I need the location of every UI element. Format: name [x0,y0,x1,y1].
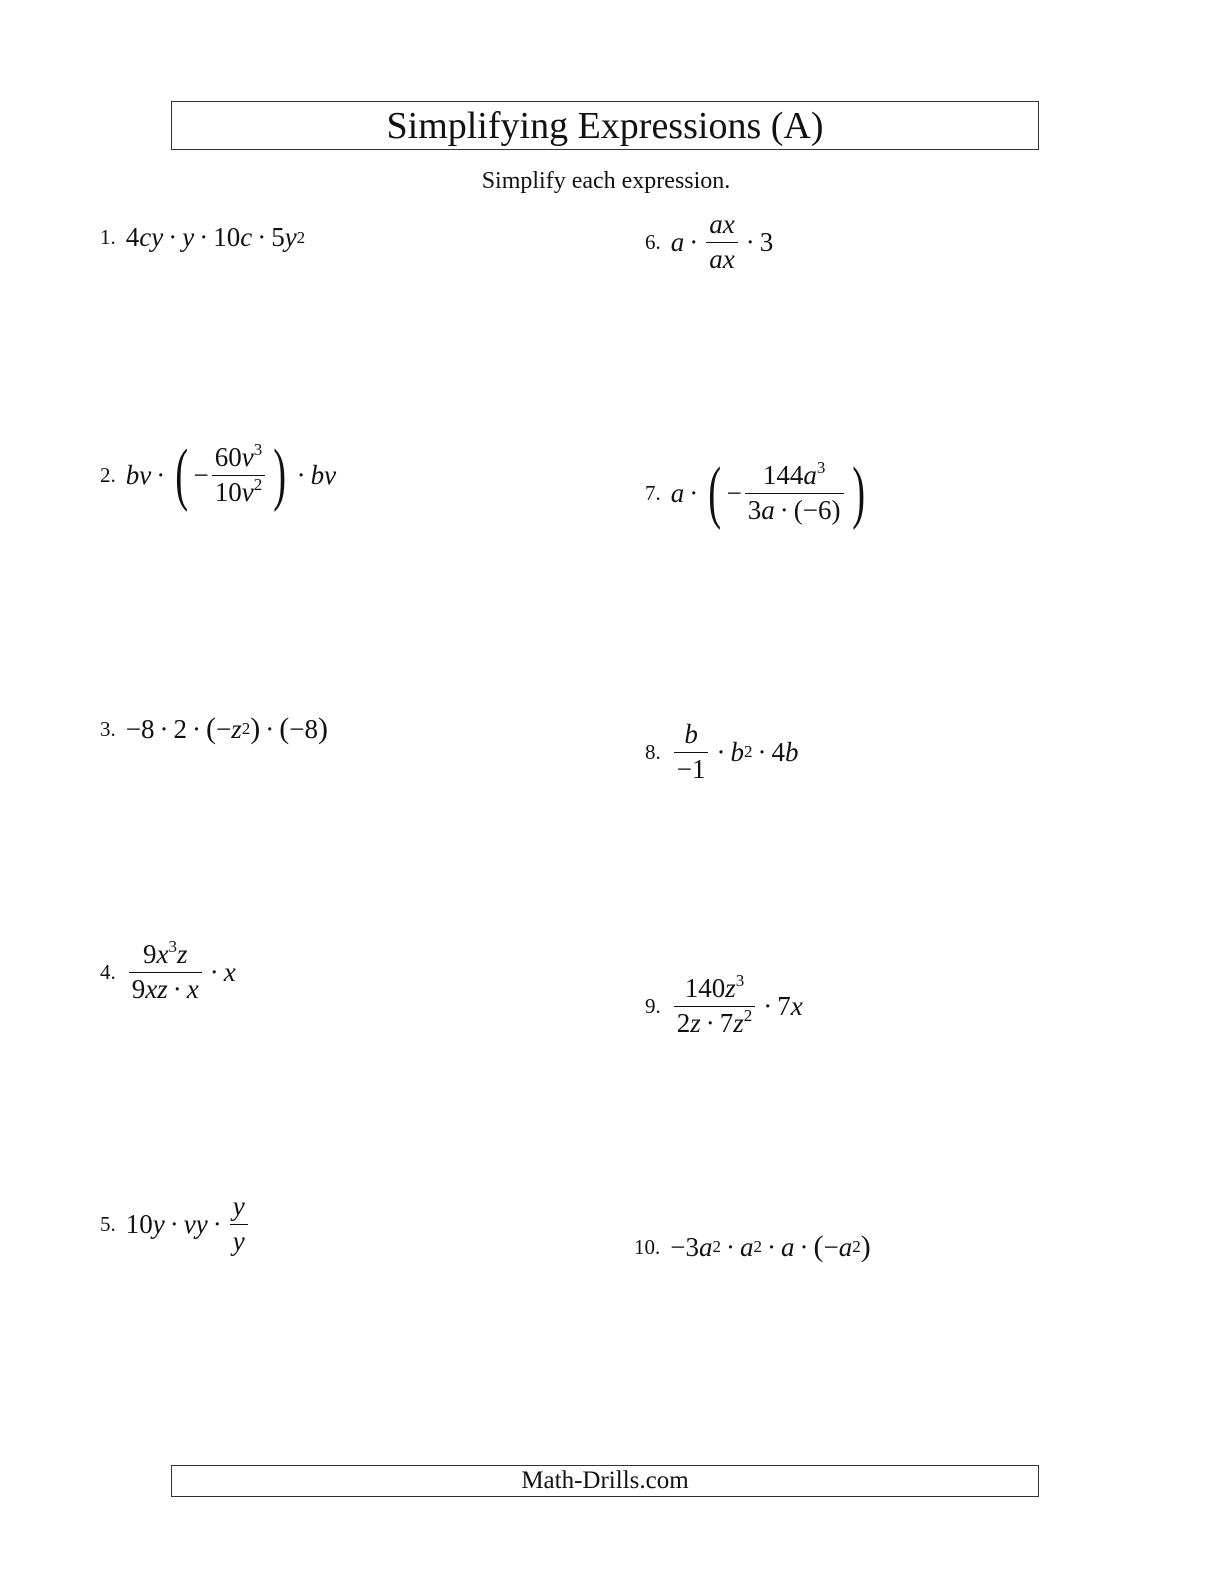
problem-expression: a · ( − $\frac{144a^3}{3a \cdot (-6)}$ ) [670,454,865,531]
problem-number: 3. [100,716,116,741]
problem-4 [100,937,236,1004]
problem-1 [100,222,305,253]
problem-expression: −3 a 2 · a 2 · a · ( − a 2 ) [670,1230,871,1263]
problem-7 [645,454,870,531]
problem-10 [634,1230,871,1264]
problem-expression: $\frac{b}{-1}$ · b 2 · 4 b [671,720,799,784]
problem-number: 10. [634,1234,661,1259]
problem-expression: 4 cy · y · 10 c · 5 y 2 [125,222,306,252]
problem-number: 7. [645,480,661,505]
problem-number: 6. [645,229,661,254]
problem-8 [645,720,798,784]
problem-6 [645,210,773,274]
problem-9 [645,971,803,1038]
problem-expression: bv · ( − $\frac{60v^3}{10v^2}$ ) · bv [125,436,337,513]
footer-text: Math-Drills.com [521,1467,689,1494]
problem-expression: $\frac{140z^3}{2z \cdot 7z^2}$ · 7 x [671,974,803,1038]
worksheet-title [171,101,1039,150]
problem-number: 4. [100,959,116,984]
problem-number: 2. [100,462,116,487]
problem-expression: −8 · 2 · ( − z 2 ) · ( −8 ) [125,712,328,745]
problem-number: 1. [100,225,116,249]
title-text: Simplifying Expressions (A) [386,104,824,147]
problem-5 [100,1192,251,1256]
problem-3 [100,712,328,746]
problem-expression: 10 y · vy · $\frac{y}{y}$ [126,1192,251,1256]
instructions: Simplify each expression. [481,168,731,194]
problem-expression: $\frac{9x^3z}{9xz \cdot x}$ · x [126,940,236,1004]
problem-number: 9. [645,993,661,1018]
problem-expression: a · $\frac{ax}{ax}$ · 3 [670,209,774,274]
problem-2 [100,436,337,513]
problem-number: 5. [100,1211,116,1236]
footer [171,1465,1039,1497]
problem-number: 8. [645,739,661,764]
